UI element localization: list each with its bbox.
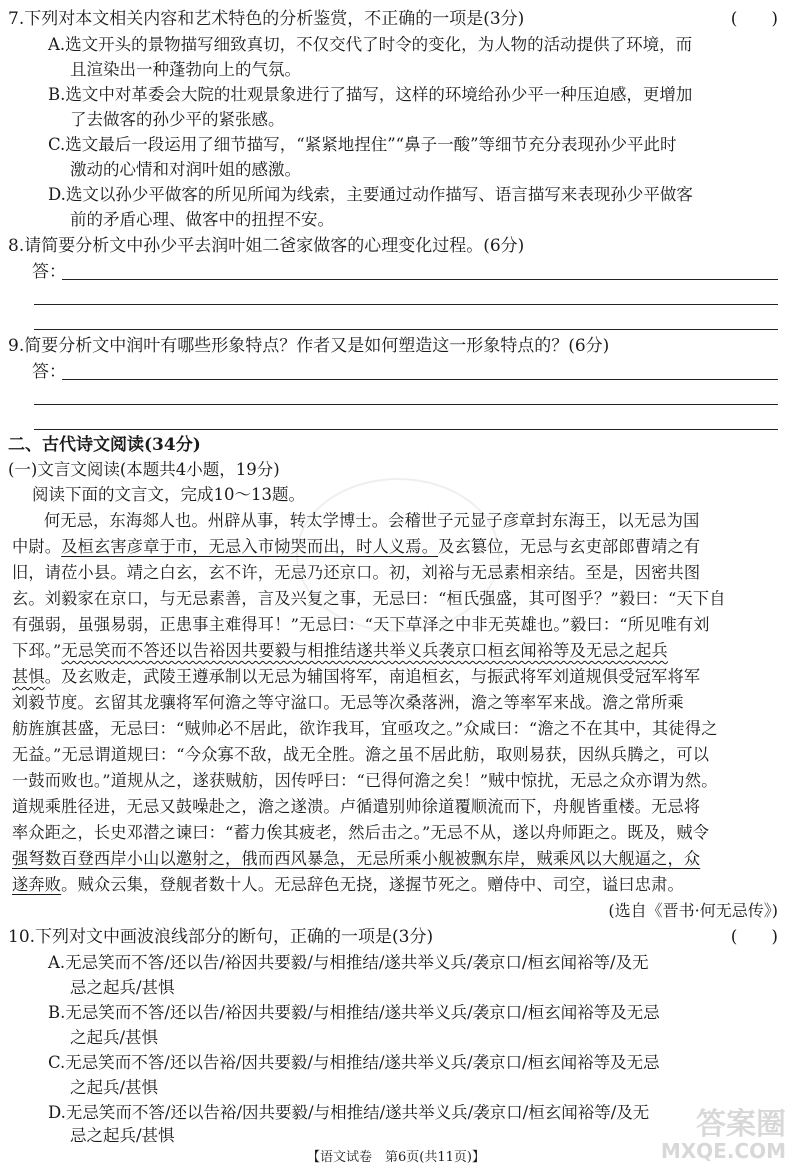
q9-stem: 9.简要分析文中润叶有哪些形象特点？作者又是如何塑造这一形象特点的？(6分) bbox=[8, 336, 610, 356]
underlined-sentence-2: 强弩数百登西岸小山以邀射之，俄而西风暴急，无忌所乘小舰被飘东岸，贼乘风以大舰逼之，众 bbox=[12, 849, 701, 868]
passage-line: 舫旌旗甚盛，无忌曰：“贼帅必不居此，欲诈我耳，宜亟攻之。”众咸曰：“澹之不在其中，其徒得之 bbox=[12, 719, 718, 738]
passage-line bbox=[12, 534, 782, 560]
passage-line bbox=[12, 872, 782, 898]
q9-answer-label: 答： bbox=[32, 362, 66, 382]
q7-option-b-line2: 了去做客的孙少平的紧张感。 bbox=[70, 110, 285, 129]
q10-option-b-line1[interactable]: B.无忌笑而不答/还以告/裕因共要毅/与相推结/遂共举义兵/袭京口/桓玄闻裕等及无忌 bbox=[48, 1003, 660, 1022]
passage-line: 一鼓而败也。”道规从之，遂获贼舫，因传呼曰：“已得何澹之矣！”贼中惊扰，无忌之众亦谓为然。 bbox=[12, 771, 718, 790]
q10-option-a-line1[interactable]: A.无忌笑而不答/还以告/裕因共要毅/与相推结/遂共举义兵/袭京口/桓玄闻裕等/及无 bbox=[48, 953, 649, 972]
q9-answer-line-3[interactable] bbox=[34, 429, 778, 430]
q7-option-d-line2: 前的矛盾心理、做客中的扭捏不安。 bbox=[70, 210, 334, 229]
passage-text: 及玄篡位，无忌与玄吏部郎曹靖之有 bbox=[438, 537, 701, 556]
q8-answer-line-1[interactable] bbox=[62, 279, 778, 280]
reading-instruction: 阅读下面的文言文，完成10～13题。 bbox=[32, 485, 305, 504]
q7-option-b-line1[interactable]: B.选文中对革委会大院的壮观景象进行了描写，这样的环境给孙少平一种压迫感，更增加 bbox=[48, 85, 693, 104]
section-title: 二、古代诗文阅读(34分) bbox=[8, 435, 201, 455]
passage-text: 下邳。” bbox=[12, 641, 62, 660]
wavy-underlined-segment: 无忌笑而不答还以告裕因共要毅与相推结遂共举义兵袭京口桓玄闻裕等及无忌之起兵 bbox=[61, 641, 668, 660]
passage-text: 中尉。 bbox=[12, 537, 62, 556]
passage-line: 玄。刘毅家在京口，与无忌素善，言及兴复之事，无忌曰：“桓氏强盛，其可图乎？”毅曰：“天下自 bbox=[12, 589, 726, 608]
passage-line bbox=[12, 846, 782, 872]
underlined-sentence-2-end: 遂奔败 bbox=[12, 875, 62, 894]
passage-line bbox=[12, 638, 782, 664]
q8-answer-line-2[interactable] bbox=[34, 304, 778, 305]
q7-answer-paren[interactable]: ( ) bbox=[730, 9, 778, 29]
passage-line: 道规乘胜径进，无忌又鼓噪赴之，澹之遂溃。卢循遣别帅徐道覆顺流而下，舟舰皆重楼。无忌将 bbox=[12, 797, 701, 816]
passage-source: (选自《晋书·何无忌传》) bbox=[608, 901, 778, 920]
q10-option-b-line2: 之起兵/甚惧 bbox=[70, 1028, 159, 1047]
underlined-sentence-1: 及桓玄害彦章于市，无忌入市恸哭而出，时人义焉。 bbox=[61, 537, 439, 556]
q10-option-d-line1[interactable]: D.无忌笑而不答/还以告裕/因共要毅/与相推结/遂共举义兵/袭京口/桓玄闻裕等/及无 bbox=[48, 1103, 650, 1122]
q10-option-d-line2: 忌之起兵/甚惧 bbox=[70, 1126, 175, 1145]
passage-line: 旧，请莅小县。靖之白玄，玄不许，无忌乃还京口。初，刘裕与无忌素相亲结。至是，因密共图 bbox=[12, 563, 701, 582]
q8-answer-line-3[interactable] bbox=[34, 329, 778, 330]
q9-answer-line-2[interactable] bbox=[34, 404, 778, 405]
q7-option-c-line1[interactable]: C.选文最后一段运用了细节描写，“紧紧地捏住”“鼻子一酸”等细节充分表现孙少平此时 bbox=[48, 135, 677, 154]
passage-line: 有强弱，虽强易弱，正患事主难得耳！”无忌曰：“天下草泽之中非无英雄也。”毅曰：“所见唯有刘 bbox=[12, 615, 710, 634]
passage-line: 何无忌，东海郯人也。州辟从事，转太学博士。会稽世子元显子彦章封东海王，以无忌为国 bbox=[44, 511, 700, 530]
q10-option-a-line2: 忌之起兵/甚惧 bbox=[70, 978, 175, 997]
passage-line bbox=[12, 664, 782, 690]
q7-option-d-line1[interactable]: D.选文以孙少平做客的所见所闻为线索，主要通过动作描写、语言描写来表现孙少平做客 bbox=[48, 185, 693, 204]
watermark-logo: 答案圈 MXQE.COM bbox=[660, 1107, 786, 1163]
passage-text: 。及玄败走，武陵王遵承制以无忌为辅国将军，南追桓玄，与振武将军刘道规俱受冠军将军 bbox=[44, 667, 701, 686]
subsection-title: (一)文言文阅读(本题共4小题，19分) bbox=[8, 460, 280, 479]
q8-stem: 8.请简要分析文中孙少平去润叶姐二爸家做客的心理变化过程。(6分) bbox=[8, 236, 525, 256]
q7-stem: 7.下列对本文相关内容和艺术特色的分析鉴赏，不正确的一项是(3分) bbox=[8, 9, 525, 29]
passage-line: 率众距之，长史邓潜之谏曰：“蓄力俟其疲老，然后击之。”无忌不从，遂以舟师距之。既及，贼令 bbox=[12, 823, 710, 842]
passage-text: 。贼众云集，登舰者数十人。无忌辞色无挠，遂握节死之。赠侍中、司空，谥曰忠肃。 bbox=[61, 875, 684, 894]
q10-option-c-line1[interactable]: C.无忌笑而不答/还以告裕/因共要毅/与相推结/遂共举义兵/袭京口/桓玄闻裕等及无忌 bbox=[48, 1053, 660, 1072]
q9-answer-line-1[interactable] bbox=[62, 379, 778, 380]
q8-answer-label: 答： bbox=[32, 262, 66, 282]
passage-line: 无益。”无忌谓道规曰：“今众寡不敌，战无全胜。澹之虽不居此舫，取则易获，因纵兵腾之，可以 bbox=[12, 745, 710, 764]
wavy-underlined-segment: 甚惧 bbox=[12, 667, 45, 686]
q7-option-a-line2: 且渲染出一种蓬勃向上的气氛。 bbox=[70, 60, 301, 79]
passage-line: 刘毅节度。玄留其龙骧将军何澹之等守湓口。无忌等次桑落洲，澹之等率军来战。澹之常所乘 bbox=[12, 693, 684, 712]
q10-stem: 10.下列对文中画波浪线部分的断句，正确的一项是(3分) bbox=[8, 927, 434, 947]
q10-answer-paren[interactable]: ( ) bbox=[730, 927, 778, 947]
q7-option-a-line1[interactable]: A.选文开头的景物描写细致真切，不仅交代了时令的变化，为人物的活动提供了环境，而 bbox=[48, 35, 693, 54]
q10-option-c-line2: 之起兵/甚惧 bbox=[70, 1078, 159, 1097]
q7-option-c-line2: 激动的心情和对润叶姐的感激。 bbox=[70, 160, 301, 179]
page-footer: 【语文试卷 第6页(共11页)】 bbox=[307, 1150, 485, 1165]
